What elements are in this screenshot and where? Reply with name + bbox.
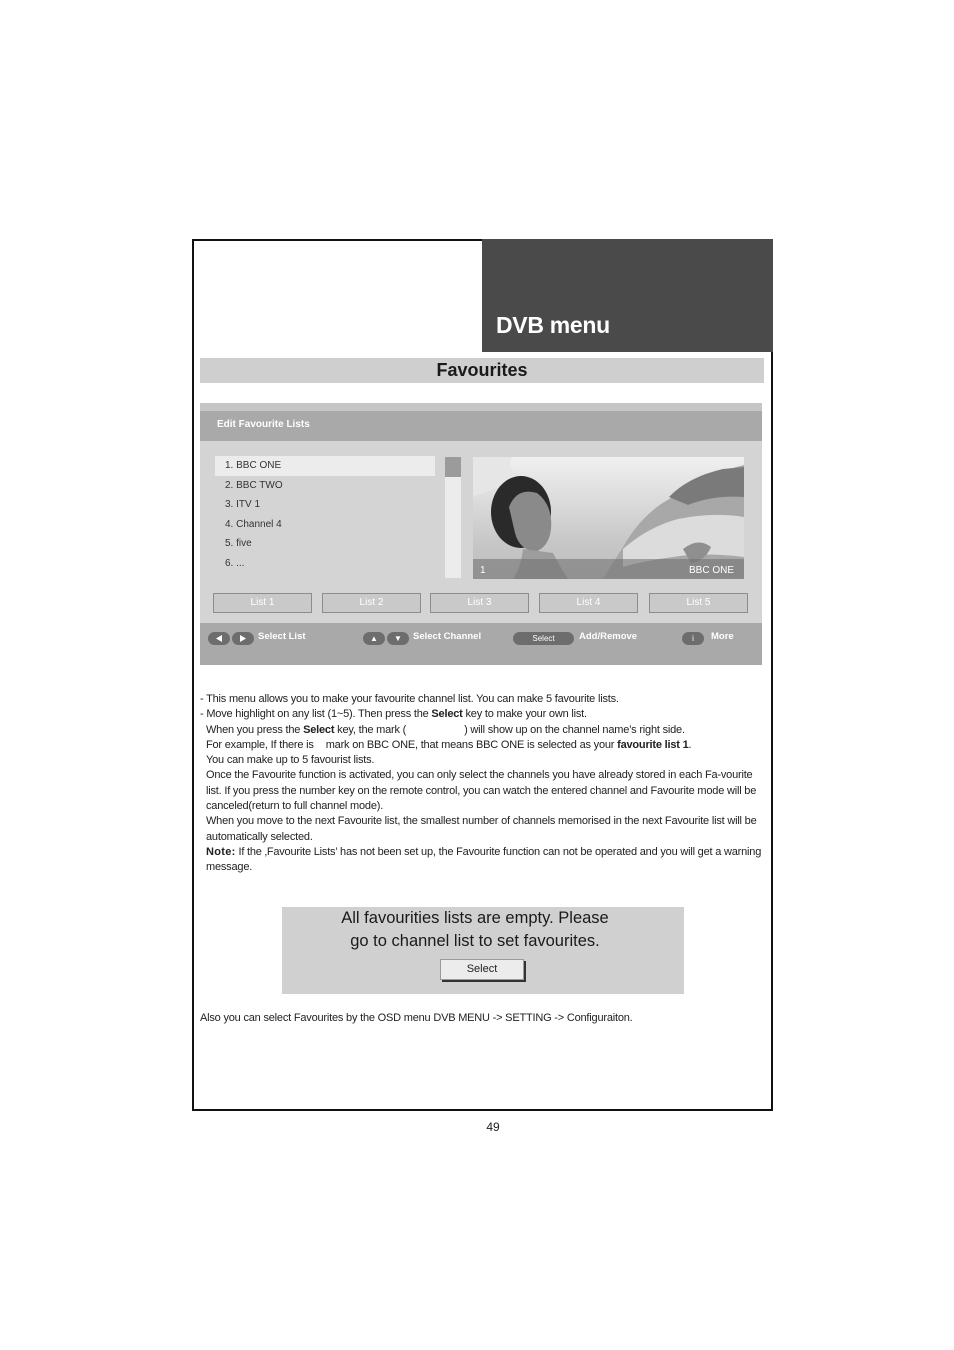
footer-note: Also you can select Favourites by the OSD menu DVB MENU -> SETTING -> Configuraiton. (200, 1012, 633, 1024)
down-arrow-icon: ▼ (387, 632, 409, 645)
channel-item[interactable]: 2. BBC TWO (225, 479, 283, 491)
right-arrow-icon (232, 632, 254, 645)
page-title: DVB menu (496, 312, 610, 338)
favourite-list-tabs (213, 593, 749, 613)
up-arrow-icon: ▲ (363, 632, 385, 645)
note-label: Note: (206, 845, 236, 858)
preview-channel-number: 1 (480, 565, 486, 576)
list-3-button[interactable]: List 3 (430, 593, 529, 613)
osd-help-bar (200, 623, 762, 665)
note: Note: If the ‚Favourite Lists’ has not been set up, the Favourite function can not be operated and you will get a warning message. (206, 845, 762, 874)
channel-item[interactable]: 6. ... (225, 557, 245, 569)
channel-item[interactable]: 1. BBC ONE (215, 456, 435, 476)
list-5-button[interactable]: List 5 (649, 593, 748, 613)
instruction-line: Once the Favourite function is activated, you can only select the channels you have already stored in each Fa-vourite list. If you press the number key on the remote control, you can watch the entered channel and Favourite mode will be canceled(return to full channel mode). (206, 769, 757, 813)
instruction-line: For example, If there is mark on BBC ONE, that means BBC ONE is selected as your favourite list 1. (206, 738, 692, 751)
warning-message: All favourities lists are empty. Please go to channel list to set favourites. (341, 909, 609, 950)
help-select-list: Select List (258, 631, 306, 642)
instruction-line: When you move to the next Favourite list, the smallest number of channels memorised in the next Favourite list will be automatically selected. (206, 815, 757, 843)
list-2-button[interactable]: List 2 (322, 593, 421, 613)
preview-info-bar (473, 559, 744, 579)
help-select-channel: Select Channel (413, 631, 482, 642)
channel-item[interactable]: 5. five (225, 538, 252, 549)
section-title: Favourites (200, 358, 764, 383)
info-key-icon: i (682, 632, 704, 645)
help-more: More (711, 631, 734, 642)
left-arrow-icon (208, 632, 230, 645)
channel-preview-image (473, 457, 744, 579)
channel-list (215, 456, 435, 573)
osd-title-bar (200, 411, 762, 441)
list-4-button[interactable]: List 4 (539, 593, 638, 613)
preview-channel-name: BBC ONE (688, 565, 734, 576)
channel-item[interactable]: 4. Channel 4 (225, 518, 282, 530)
osd-title: Edit Favourite Lists (217, 419, 310, 430)
warning-dialog (282, 907, 684, 994)
instruction-line: When you press the Select key, the mark ( ) will show up on the channel name’s right side. (206, 723, 685, 736)
osd-top-strip (200, 403, 762, 411)
select-key-icon: Select (513, 632, 574, 645)
warning-select-button[interactable]: Select (440, 959, 524, 980)
page-number: 49 (486, 1120, 500, 1134)
list-1-button[interactable]: List 1 (213, 593, 312, 613)
help-add-remove: Add/Remove (579, 631, 638, 642)
channel-scrollbar[interactable] (445, 457, 461, 578)
tv-osd-screenshot (200, 403, 762, 665)
instructions (200, 692, 765, 876)
instruction-line: - Move highlight on any list (1~5). Then press the Select key to make your own list. (200, 708, 587, 721)
instruction-line: You can make up to 5 favourist lists. (206, 754, 375, 767)
scrollbar-thumb[interactable] (445, 457, 461, 477)
channel-item[interactable]: 3. ITV 1 (225, 499, 261, 510)
instruction-line: - This menu allows you to make your favourite channel list. You can make 5 favourite lists. (200, 693, 619, 705)
